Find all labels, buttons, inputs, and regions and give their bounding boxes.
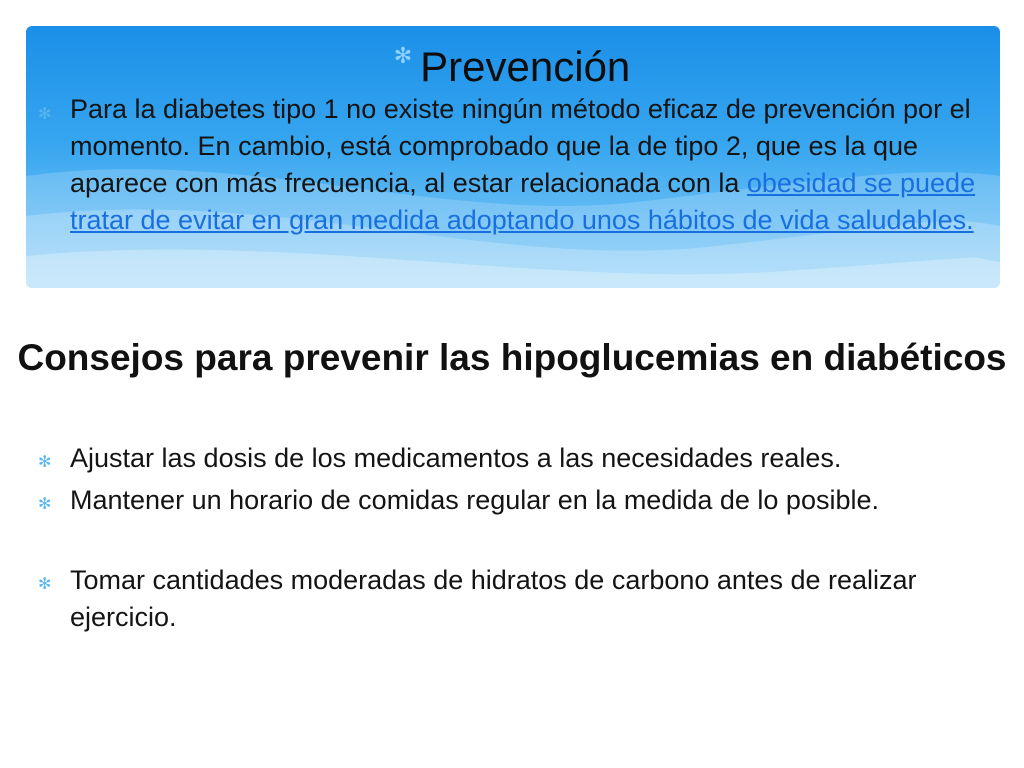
asterisk-bullet-icon: ✻ (38, 496, 52, 513)
intro-paragraph (70, 91, 980, 239)
obesity-link[interactable]: obesidad se puede tratar de evitar en gran medida adoptando unos hábitos de vida saludables. (70, 168, 976, 235)
intro-text: Para la diabetes tipo 1 no existe ningún método eficaz de prevención por el momento. En cambio, está comprobado que la de tipo 2, que es la que aparece con más frecuencia, al estar relacionada con la (70, 94, 971, 198)
slide-title: Prevención (420, 43, 631, 90)
asterisk-bullet-icon: ✻ (38, 576, 52, 593)
asterisk-bullet-icon: ✻ (393, 43, 413, 68)
tip-item-3: Tomar cantidades moderadas de hidratos de carbono antes de realizar ejercicio. (70, 565, 917, 632)
asterisk-bullet-icon: ✻ (38, 454, 52, 471)
slide-title-row (0, 30, 1024, 93)
section-title: Consejos para prevenir las hipoglucemias en diabéticos (17, 337, 1007, 378)
tip-item-2: Mantener un horario de comidas regular en la medida de lo posible. (70, 485, 879, 515)
tip-item-1: Ajustar las dosis de los medicamentos a las necesidades reales. (70, 443, 842, 473)
asterisk-bullet-icon: ✻ (38, 106, 52, 123)
